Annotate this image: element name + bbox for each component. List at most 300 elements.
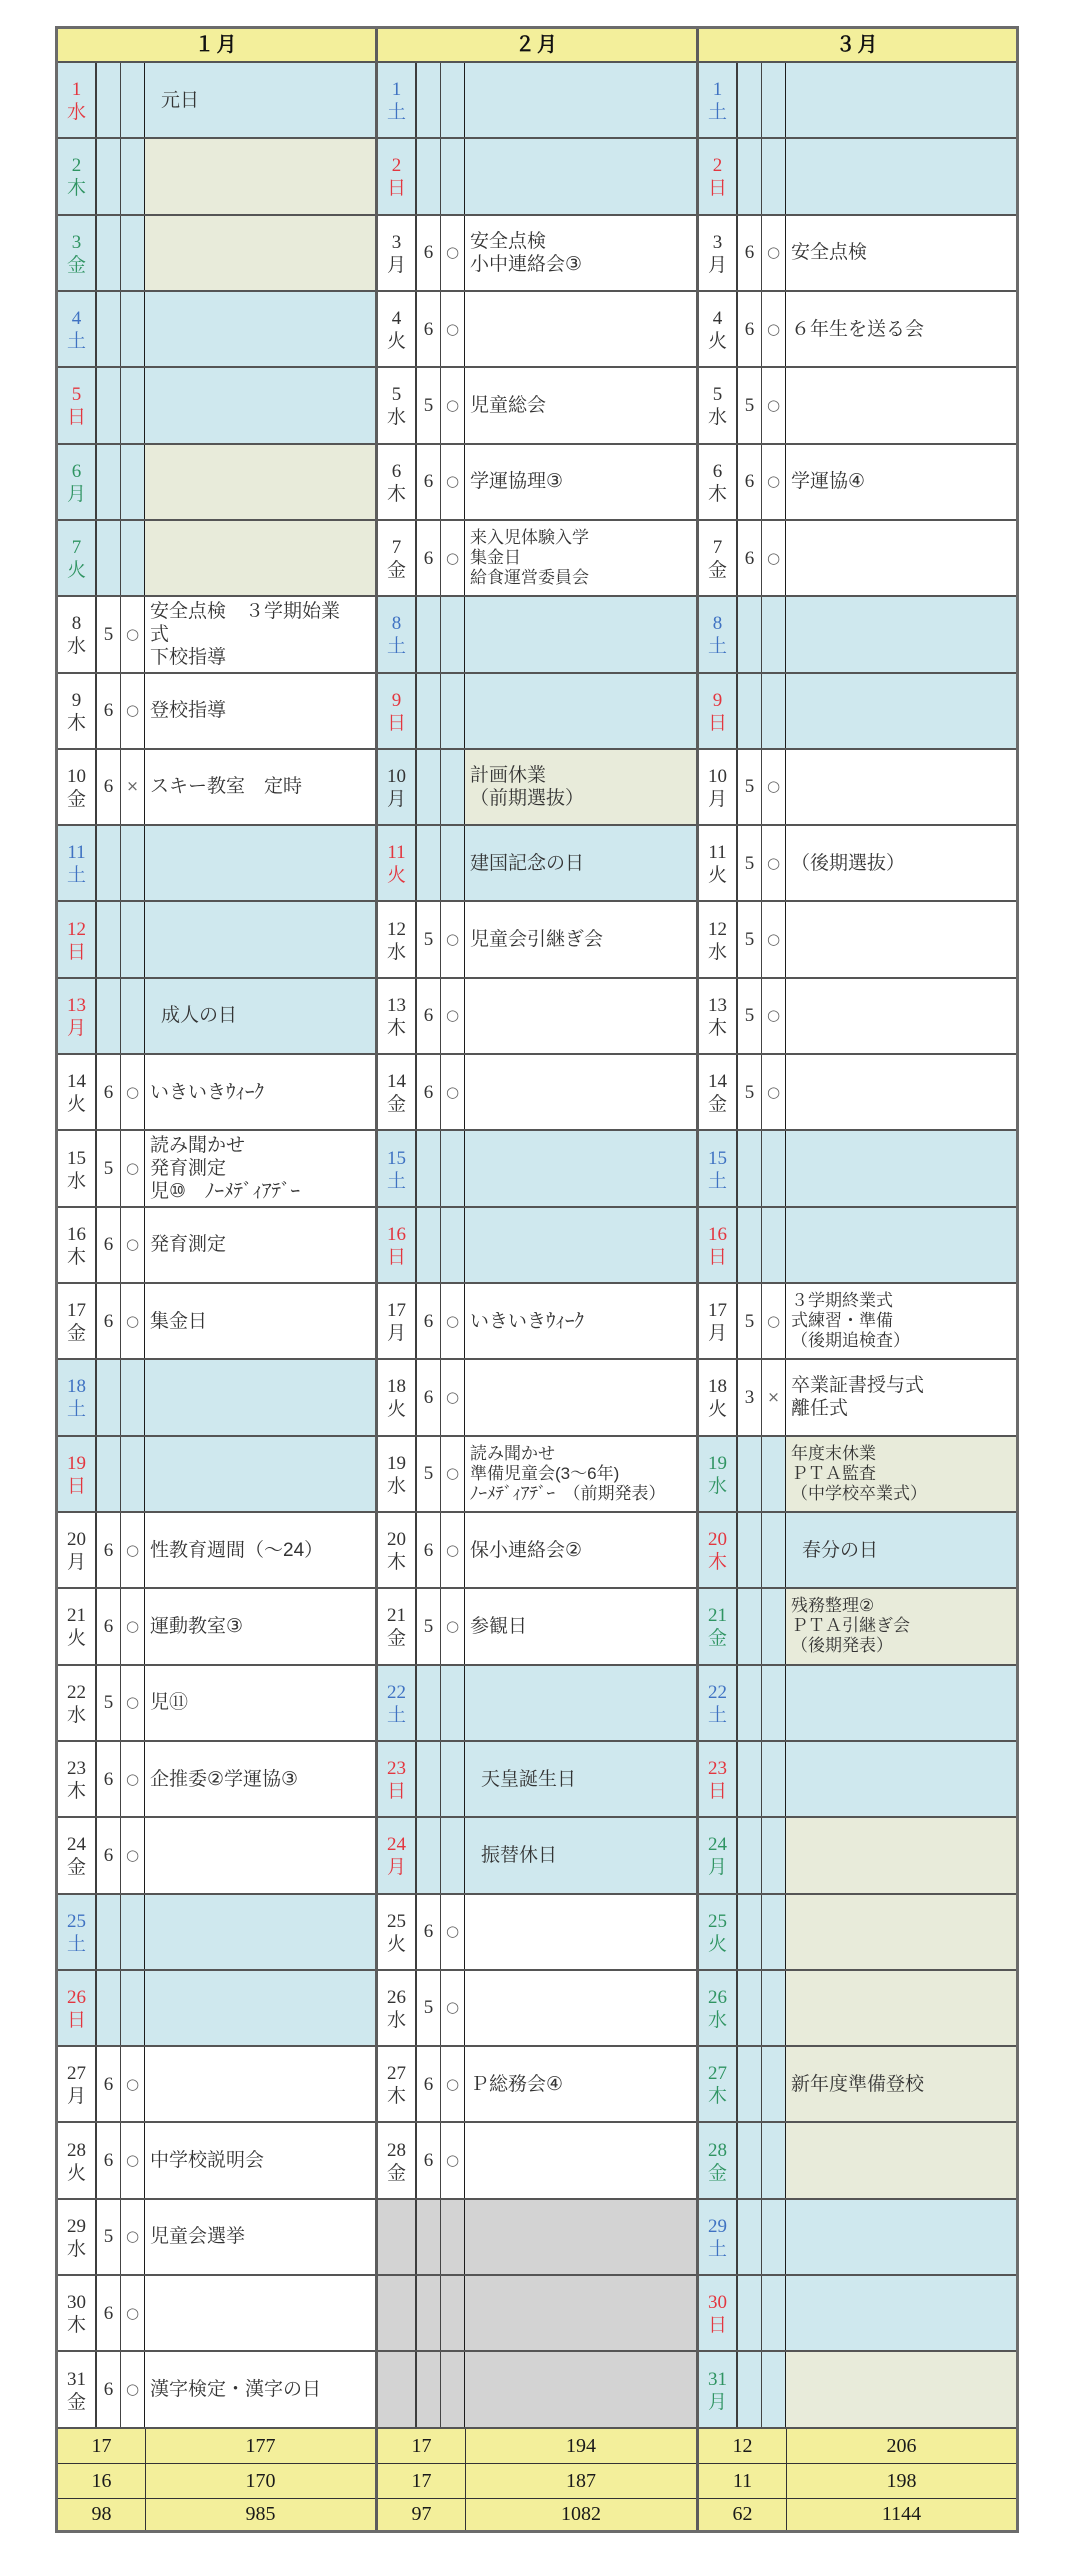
mark-cell: ○: [441, 216, 465, 290]
date-cell: [58, 1055, 97, 1129]
day-of-week: 水: [386, 407, 406, 429]
mark-cell: [762, 597, 786, 671]
date-cell: [378, 597, 417, 671]
date-cell: [378, 2276, 417, 2350]
day-of-week: 日: [66, 407, 86, 429]
day-row: [58, 750, 375, 826]
summary-right-value: 177: [245, 2434, 276, 2457]
events-cell: [145, 1208, 375, 1282]
day-row: [58, 826, 375, 902]
mark-cell: ○: [762, 445, 786, 519]
day-row: [699, 1895, 1016, 1971]
event-line: 発育測定: [150, 1158, 227, 1180]
day-row: [58, 445, 375, 521]
day-number: 23: [708, 1758, 727, 1780]
day-number: 28: [708, 2139, 727, 2161]
events-cell: [786, 2200, 1016, 2274]
day-row: [699, 2123, 1016, 2199]
mark-cell: ○: [121, 1589, 145, 1663]
events-cell: [465, 445, 696, 519]
hours-cell: 6: [97, 674, 121, 748]
day-number: 25: [708, 1910, 727, 1932]
mark-cell: [441, 1742, 465, 1816]
day-number: 11: [708, 842, 727, 864]
day-row: [699, 368, 1016, 444]
date-cell: [378, 674, 417, 748]
events-cell: [145, 63, 375, 137]
event-line: 年度末休業: [791, 1443, 876, 1463]
date-cell: [699, 2123, 738, 2197]
mark-cell: ×: [121, 750, 145, 824]
date-cell: [378, 63, 417, 137]
day-row: [378, 674, 696, 750]
day-row: [699, 1513, 1016, 1589]
day-of-week: 火: [386, 331, 406, 353]
day-of-week: 水: [707, 941, 727, 963]
day-of-week: 土: [66, 865, 86, 887]
day-number: 4: [391, 308, 402, 330]
mark-cell: [762, 1208, 786, 1282]
events-cell: [786, 1360, 1016, 1434]
day-row: [58, 1895, 375, 1971]
day-of-week: 火: [66, 1094, 86, 1116]
events-cell: [145, 1513, 375, 1587]
events-cell: [786, 826, 1016, 900]
summary-right-value: 198: [886, 2469, 917, 2492]
events-cell: [465, 139, 696, 213]
events-cell: [786, 1971, 1016, 2045]
summary-right-value: 206: [886, 2434, 917, 2457]
event-line: 中学校説明会: [150, 2150, 265, 2172]
event-line: 児童総会: [470, 394, 547, 416]
hours-cell: [417, 2352, 441, 2426]
hours-cell: [417, 2276, 441, 2350]
mark-cell: [762, 2276, 786, 2350]
day-row: [378, 902, 696, 978]
day-row: [699, 1208, 1016, 1284]
mark-cell: [121, 979, 145, 1053]
day-of-week: 木: [66, 178, 86, 200]
events-cell: [465, 63, 696, 137]
hours-cell: 3: [738, 1360, 762, 1434]
date-cell: [378, 368, 417, 442]
mark-cell: [762, 63, 786, 137]
day-of-week: 月: [66, 2086, 86, 2108]
day-row: [378, 750, 696, 826]
mark-cell: [121, 216, 145, 290]
date-cell: [378, 2352, 417, 2426]
mark-cell: [121, 63, 145, 137]
mark-cell: [441, 1131, 465, 1205]
mark-cell: ○: [762, 1284, 786, 1358]
date-cell: [378, 750, 417, 824]
summary-right-value: 170: [245, 2469, 276, 2492]
events-cell: [786, 902, 1016, 976]
day-of-week: 日: [66, 941, 86, 963]
day-number: 18: [67, 1376, 86, 1398]
day-row: [699, 1971, 1016, 2047]
date-cell: [699, 597, 738, 671]
date-cell: [378, 2047, 417, 2121]
events-cell: [465, 1208, 696, 1282]
hours-cell: [738, 1971, 762, 2045]
day-of-week: 金: [386, 1628, 406, 1650]
date-cell: [378, 1360, 417, 1434]
day-number: 2: [391, 155, 402, 177]
day-row: [58, 521, 375, 597]
date-cell: [58, 1513, 97, 1587]
day-rows: [378, 63, 696, 2429]
day-number: 26: [67, 1986, 86, 2008]
date-cell: [378, 139, 417, 213]
day-row: [699, 1360, 1016, 1436]
event-line: 読み聞かせ: [150, 1135, 246, 1157]
date-cell: [699, 1360, 738, 1434]
event-line: 安全点検 ３学期始業: [150, 600, 341, 622]
hours-cell: 5: [738, 1055, 762, 1129]
day-number: 19: [387, 1452, 406, 1474]
mark-cell: ○: [121, 2276, 145, 2350]
day-of-week: 土: [707, 1704, 727, 1726]
mark-cell: [121, 1895, 145, 1969]
events-cell: [465, 1818, 696, 1892]
mark-cell: ○: [121, 1284, 145, 1358]
events-cell: [465, 1055, 696, 1129]
hours-cell: [97, 63, 121, 137]
summary-left-value: 98: [58, 2499, 146, 2530]
event-line: 小中連絡会③: [470, 253, 583, 275]
mark-cell: [121, 445, 145, 519]
day-row: [699, 1055, 1016, 1131]
events-cell: [786, 1666, 1016, 1740]
mark-cell: ○: [441, 1895, 465, 1969]
event-line: 集金日: [150, 1310, 208, 1332]
day-number: 27: [387, 2063, 406, 2085]
day-of-week: 月: [66, 483, 86, 505]
mark-cell: ○: [762, 1055, 786, 1129]
mark-cell: ○: [441, 1589, 465, 1663]
day-number: 4: [712, 308, 723, 330]
date-cell: [699, 2200, 738, 2274]
events-cell: [145, 1589, 375, 1663]
day-number: 31: [708, 2368, 727, 2390]
events-cell: [465, 2047, 696, 2121]
events-cell: [465, 1589, 696, 1663]
date-cell: [58, 750, 97, 824]
day-of-week: 月: [66, 1552, 86, 1574]
day-number: 22: [387, 1681, 406, 1703]
hours-cell: [97, 368, 121, 442]
summary-row: [378, 2499, 696, 2530]
date-cell: [58, 1284, 97, 1358]
mark-cell: [441, 1666, 465, 1740]
mark-cell: [762, 674, 786, 748]
day-of-week: 金: [707, 2162, 727, 2184]
mark-cell: [121, 1971, 145, 2045]
day-row: [378, 368, 696, 444]
events-cell: [786, 1055, 1016, 1129]
day-row: [378, 1284, 696, 1360]
hours-cell: [738, 1666, 762, 1740]
mark-cell: [121, 521, 145, 595]
event-line: 児童会選挙: [150, 2226, 246, 2248]
hours-cell: [97, 1971, 121, 2045]
day-number: 17: [67, 1300, 86, 1322]
day-number: 11: [387, 842, 406, 864]
hours-cell: 6: [738, 521, 762, 595]
day-row: [378, 597, 696, 673]
hours-cell: [97, 1437, 121, 1511]
event-line: 式: [150, 623, 170, 645]
summary-right-value: 985: [245, 2503, 276, 2526]
event-line: 天皇誕生日: [481, 1768, 577, 1790]
date-cell: [699, 368, 738, 442]
month-summary: [58, 2429, 375, 2530]
event-line: 漢字検定・漢字の日: [150, 2379, 322, 2401]
mark-cell: [762, 1666, 786, 1740]
day-of-week: 金: [66, 788, 86, 810]
event-line: 新年度準備登校: [791, 2073, 925, 2095]
hours-cell: [97, 1360, 121, 1434]
summary-left-value: 16: [58, 2464, 146, 2498]
day-number: 5: [712, 384, 723, 406]
events-cell: [465, 902, 696, 976]
events-cell: [145, 674, 375, 748]
events-cell: [145, 1895, 375, 1969]
day-number: 14: [708, 1071, 727, 1093]
hours-cell: 6: [417, 1895, 441, 1969]
hours-cell: 6: [417, 521, 441, 595]
day-row: [378, 1360, 696, 1436]
day-of-week: 日: [386, 712, 406, 734]
date-cell: [699, 63, 738, 137]
events-cell: [465, 2352, 696, 2426]
mark-cell: [762, 1437, 786, 1511]
mark-cell: ○: [762, 979, 786, 1053]
mark-cell: ○: [121, 2200, 145, 2274]
date-cell: [58, 2123, 97, 2197]
hours-cell: 6: [417, 1513, 441, 1587]
date-cell: [378, 1742, 417, 1816]
day-row: [58, 1437, 375, 1513]
date-cell: [699, 216, 738, 290]
event-line: 参観日: [470, 1615, 528, 1637]
summary-left-value: 11: [699, 2464, 787, 2498]
day-of-week: 火: [707, 1399, 727, 1421]
events-cell: [145, 445, 375, 519]
day-row: [58, 63, 375, 139]
events-cell: [145, 2276, 375, 2350]
day-of-week: 水: [66, 102, 86, 124]
day-number: 19: [708, 1452, 727, 1474]
day-row: [378, 979, 696, 1055]
events-cell: [145, 139, 375, 213]
hours-cell: 6: [97, 1208, 121, 1282]
date-cell: [378, 1131, 417, 1205]
day-number: 12: [387, 918, 406, 940]
hours-cell: 5: [97, 1666, 121, 1740]
hours-cell: [417, 1131, 441, 1205]
hours-cell: 6: [97, 1589, 121, 1663]
events-cell: [465, 2123, 696, 2197]
date-cell: [699, 2276, 738, 2350]
day-of-week: 土: [386, 102, 406, 124]
day-number: 4: [71, 308, 82, 330]
date-cell: [378, 2200, 417, 2274]
hours-cell: [97, 826, 121, 900]
day-of-week: 月: [386, 1857, 406, 1879]
hours-cell: 5: [417, 1437, 441, 1511]
day-number: 21: [708, 1605, 727, 1627]
events-cell: [786, 2276, 1016, 2350]
hours-cell: 6: [97, 1284, 121, 1358]
events-cell: [145, 1971, 375, 2045]
hours-cell: [417, 597, 441, 671]
month-summary: [378, 2429, 696, 2530]
mark-cell: [762, 1742, 786, 1816]
mark-cell: ○: [762, 292, 786, 366]
day-row: [58, 2276, 375, 2352]
day-of-week: 土: [707, 1170, 727, 1192]
day-row: [699, 674, 1016, 750]
events-cell: [786, 979, 1016, 1053]
hours-cell: [417, 63, 441, 137]
day-row: [58, 674, 375, 750]
hours-cell: 6: [97, 1513, 121, 1587]
day-of-week: 日: [707, 1781, 727, 1803]
events-cell: [145, 1666, 375, 1740]
mark-cell: ×: [762, 1360, 786, 1434]
date-cell: [699, 1666, 738, 1740]
day-of-week: 月: [386, 788, 406, 810]
day-of-week: 金: [386, 1094, 406, 1116]
hours-cell: 5: [738, 979, 762, 1053]
mark-cell: ○: [441, 1055, 465, 1129]
hours-cell: [738, 2352, 762, 2426]
hours-cell: [417, 750, 441, 824]
hours-cell: 6: [97, 2352, 121, 2426]
mark-cell: ○: [121, 1818, 145, 1892]
day-of-week: 土: [707, 636, 727, 658]
event-line: 準備児童会(3〜6年): [470, 1463, 620, 1483]
day-row: [378, 2200, 696, 2276]
month-header: １月: [58, 29, 375, 63]
day-number: 9: [391, 689, 402, 711]
day-of-week: 日: [386, 1781, 406, 1803]
summary-row: [699, 2464, 1016, 2499]
hours-cell: [738, 1895, 762, 1969]
hours-cell: [417, 1666, 441, 1740]
hours-cell: [738, 1437, 762, 1511]
hours-cell: 6: [97, 1818, 121, 1892]
day-of-week: 水: [386, 1475, 406, 1497]
month-summary: [699, 2429, 1016, 2530]
events-cell: [786, 63, 1016, 137]
mark-cell: ○: [121, 1055, 145, 1129]
summary-row: [378, 2429, 696, 2464]
day-of-week: 土: [66, 1933, 86, 1955]
date-cell: [58, 2047, 97, 2121]
date-cell: [699, 2352, 738, 2426]
day-row: [58, 2123, 375, 2199]
events-cell: [145, 521, 375, 595]
day-of-week: 火: [66, 1628, 86, 1650]
events-cell: [465, 1437, 696, 1511]
summary-right-value: 1144: [881, 2503, 922, 2526]
day-number: 8: [391, 613, 402, 635]
date-cell: [378, 1437, 417, 1511]
day-of-week: 月: [707, 788, 727, 810]
hours-cell: [738, 2123, 762, 2197]
events-cell: [465, 1131, 696, 1205]
day-number: 6: [71, 460, 82, 482]
events-cell: [145, 2200, 375, 2274]
summary-row: [58, 2499, 375, 2530]
date-cell: [378, 979, 417, 1053]
mark-cell: [121, 292, 145, 366]
hours-cell: [738, 2200, 762, 2274]
day-of-week: 水: [386, 2009, 406, 2031]
hours-cell: [417, 674, 441, 748]
event-line: 元日: [161, 89, 200, 111]
day-of-week: 水: [66, 1704, 86, 1726]
day-of-week: 金: [66, 2391, 86, 2413]
date-cell: [699, 979, 738, 1053]
day-number: 24: [708, 1834, 727, 1856]
day-number: 13: [708, 994, 727, 1016]
hours-cell: 5: [738, 750, 762, 824]
day-number: 28: [387, 2139, 406, 2161]
day-of-week: 水: [66, 2238, 86, 2260]
mark-cell: [121, 139, 145, 213]
day-row: [58, 1513, 375, 1589]
day-of-week: 木: [386, 1017, 406, 1039]
events-cell: [786, 445, 1016, 519]
hours-cell: [738, 1513, 762, 1587]
event-line: 学運協理③: [470, 471, 564, 493]
day-of-week: 火: [386, 1399, 406, 1421]
day-number: 14: [387, 1071, 406, 1093]
date-cell: [378, 1818, 417, 1892]
mark-cell: [762, 1513, 786, 1587]
summary-left-value: 97: [378, 2499, 466, 2530]
events-cell: [145, 750, 375, 824]
summary-row: [378, 2464, 696, 2499]
event-line: 給食運営委員会: [470, 568, 589, 588]
events-cell: [145, 979, 375, 1053]
mark-cell: ○: [121, 1208, 145, 1282]
day-row: [699, 826, 1016, 902]
day-number: 17: [387, 1300, 406, 1322]
day-of-week: 金: [66, 254, 86, 276]
date-cell: [58, 1131, 97, 1205]
date-cell: [58, 597, 97, 671]
day-rows: [58, 63, 375, 2429]
day-of-week: 火: [386, 1933, 406, 1955]
date-cell: [58, 1895, 97, 1969]
date-cell: [378, 216, 417, 290]
day-number: 5: [391, 384, 402, 406]
day-row: [58, 1284, 375, 1360]
day-number: 5: [71, 384, 82, 406]
day-row: [699, 2200, 1016, 2276]
events-cell: [786, 216, 1016, 290]
mark-cell: ○: [762, 902, 786, 976]
day-of-week: 火: [707, 331, 727, 353]
hours-cell: [738, 2047, 762, 2121]
hours-cell: [417, 1818, 441, 1892]
summary-left-value: 17: [378, 2429, 466, 2463]
